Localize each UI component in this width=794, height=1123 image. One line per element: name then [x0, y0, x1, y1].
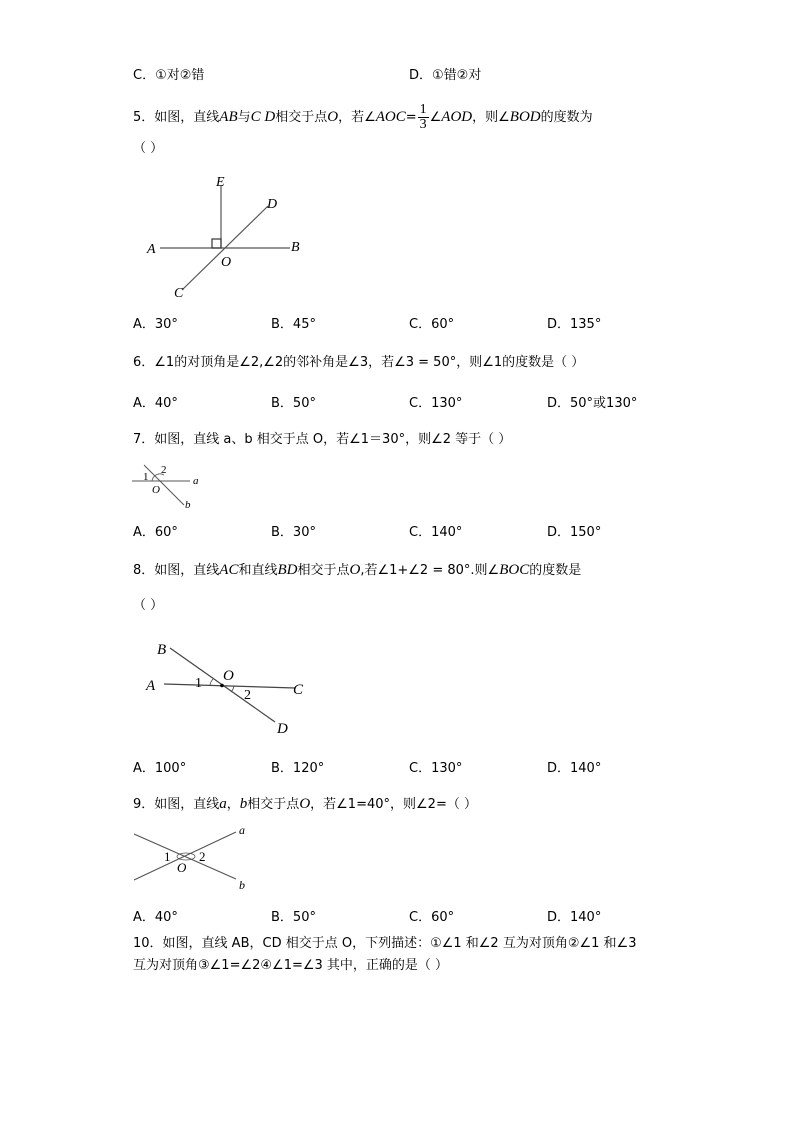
q9-point-o: O [299, 796, 311, 812]
q8-stem [133, 561, 581, 580]
q6-option-d: D．50°或130° [547, 396, 638, 411]
q9-line-b: b [239, 796, 248, 812]
q7-fig-label-2: 2 [161, 464, 167, 476]
q8-fig-label-c: C [293, 682, 304, 698]
q4-option-c: C．①对②错 [133, 68, 205, 83]
q5-fraction-den: 3 [419, 117, 427, 132]
q8-fig-label-1: 1 [195, 676, 202, 691]
q5-fig-label-a: A [147, 242, 156, 257]
q8-angle-boc: BOC [499, 562, 530, 578]
q5-angle-aoc: AOC [375, 109, 406, 125]
q5-fraction-num: 1 [419, 102, 427, 117]
q8-fig-label-a: A [146, 678, 156, 694]
q5-text-ruo: ，若∠ [338, 110, 376, 125]
q9-stem [133, 795, 477, 814]
q9-fig-label-2: 2 [199, 849, 206, 864]
q8-stem-tail: 的度数是 [529, 563, 582, 578]
q5-figure [140, 170, 320, 305]
q5-option-b: B．45° [271, 317, 316, 332]
q7-stem: 7．如图，直线 a、b 相交于点 O，若∠1＝30°，则∠2 等于（ ） [133, 432, 512, 447]
q8-fig-label-2: 2 [244, 688, 251, 703]
q9-option-d: D．140° [547, 910, 602, 925]
q5-point-o: O [327, 109, 339, 125]
q8-fig-label-d: D [277, 721, 288, 737]
q9-fig-label-a: a [239, 823, 245, 837]
q5-eq: = [405, 110, 417, 125]
q8-text-he: 和直线 [238, 563, 278, 578]
q8-figure [140, 632, 320, 744]
q8-point-o: O [349, 562, 361, 578]
q9-fig-label-1: 1 [164, 849, 171, 864]
q5-line-ab: AB [219, 109, 238, 125]
q8-line-bd: BD [277, 562, 298, 578]
q9-option-c: C．60° [409, 910, 455, 925]
q5-fig-label-o: O [221, 255, 232, 270]
q5-stem [133, 103, 593, 132]
q9-fig-label-b: b [239, 878, 245, 892]
q9-stem-tail: ，若∠1=40°，则∠2=（ ） [310, 797, 477, 812]
q9-fig-label-o: O [177, 860, 187, 875]
q5-stem-tail: 的度数为 [540, 110, 593, 125]
q5-stem-prefix: 5．如图，直线 [133, 110, 220, 125]
q10-stem-line1: 10．如图，直线 AB，CD 相交于点 O，下列描述：①∠1 和∠2 互为对顶角②∠1 和∠3 [133, 936, 637, 951]
q9-option-a: A．40° [133, 910, 178, 925]
q6-option-a: A．40° [133, 396, 178, 411]
q8-paren: （ ） [133, 598, 164, 613]
q7-option-b: B．30° [271, 525, 316, 540]
q5-option-d: D．135° [547, 317, 602, 332]
q8-option-d: D．140° [547, 761, 602, 776]
q8-fig-label-b: B [157, 642, 167, 658]
q7-option-c: C．140° [409, 525, 463, 540]
q9-stem-prefix: 9．如图，直线 [133, 797, 220, 812]
q5-angle-bod: BOD [509, 109, 541, 125]
q7-fig-label-o: O [152, 484, 160, 496]
q6-option-c: C．130° [409, 396, 463, 411]
q4-option-d: D．①错②对 [409, 68, 482, 83]
q5-fig-label-b: B [291, 240, 300, 255]
q8-text-condition: ,若∠1+∠2 = 80°.则∠ [360, 563, 500, 578]
q8-line-ac: AC [219, 562, 239, 578]
q5-fig-label-c: C [174, 286, 184, 301]
q8-fig-label-o: O [223, 668, 234, 684]
q5-text-intersect: 相交于点 [275, 110, 328, 125]
q5-option-c: C．60° [409, 317, 455, 332]
q5-angle-symbol: ∠ [429, 110, 442, 125]
q6-option-b: B．50° [271, 396, 316, 411]
q8-option-a: A．100° [133, 761, 187, 776]
q7-option-a: A．60° [133, 525, 178, 540]
q9-comma: ， [226, 797, 240, 812]
q7-fig-label-a: a [193, 475, 199, 487]
q5-line-cd: C D [250, 109, 276, 125]
q7-figure [130, 461, 202, 513]
q7-fig-label-b: b [185, 499, 191, 511]
q5-fraction [418, 103, 429, 132]
q10-stem-line2: 互为对顶角③∠1=∠2④∠1=∠3 其中，正确的是（ ） [133, 958, 449, 973]
q5-text-yu: 与 [237, 110, 251, 125]
q5-option-a: A．30° [133, 317, 178, 332]
q7-option-d: D．150° [547, 525, 602, 540]
q9-figure [128, 822, 258, 892]
q8-option-b: B．120° [271, 761, 325, 776]
q9-text-intersect: 相交于点 [247, 797, 300, 812]
q5-text-ze: ，则∠ [472, 110, 510, 125]
q9-line-a: a [219, 796, 227, 812]
q6-stem: 6．∠1的对顶角是∠2,∠2的邻补角是∠3，若∠3 = 50°，则∠1的度数是（ ） [133, 355, 585, 370]
q5-paren: （ ） [133, 141, 164, 156]
q8-option-c: C．130° [409, 761, 463, 776]
q9-option-b: B．50° [271, 910, 316, 925]
q7-fig-label-1: 1 [143, 471, 149, 483]
q8-stem-prefix: 8．如图，直线 [133, 563, 220, 578]
q5-fig-label-d: D [267, 197, 278, 212]
q5-fig-label-e: E [216, 175, 225, 190]
q5-angle-aod: AOD [441, 109, 473, 125]
q8-text-intersect: 相交于点 [297, 563, 350, 578]
